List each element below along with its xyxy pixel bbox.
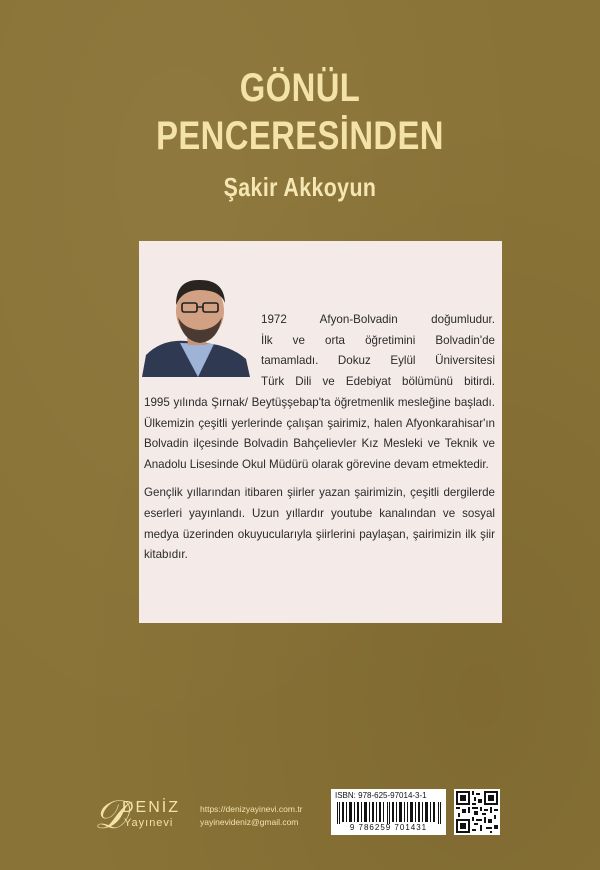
isbn-label: ISBN: 978-625-97014-3-1: [335, 791, 427, 800]
bio-line: Türk Dili ve Edebiyat bölümünü bitirdi.: [261, 374, 495, 388]
publisher-subname: Yayınevi: [124, 817, 174, 829]
qr-code: [454, 789, 500, 835]
book-title-line1: GÖNÜL: [239, 66, 361, 110]
bio-paragraph-1: 1995 yılında Şırnak/ Beytüşşebap'ta öğretmenlik mesleğine başladı. Ülkemizin çeşitli yerlerinde çalışan şairimiz, halen Afyonkarahisar'ın Bolvadin ilçesinde Bolvadin Bahçelievler Kız Mesleki ve Teknik ve Anadolu Lisesinde Okul Müdürü olarak görevine devam etmektedir.: [144, 396, 495, 471]
book-title-line2: PENCERESİNDEN: [156, 114, 444, 158]
publisher-logo: [94, 793, 194, 837]
publisher-name: DENİZ: [122, 799, 180, 816]
publisher-contact: [200, 803, 303, 829]
bio-full-text: [144, 393, 495, 566]
author-name: Şakir Akkoyun: [223, 172, 377, 202]
author-photo: [142, 263, 250, 377]
barcode-bars: [337, 802, 441, 824]
bio-line: 1972 Afyon-Bolvadin doğumludur.: [261, 313, 495, 326]
bio-paragraph-2: Gençlik yıllarından itibaren şiirler yazan şairimizin, çeşitli dergilerde eserleri yayınlandı. Uzun yıllardır youtube kanalından ve sosyal medya üzerinden okuyucularıyla şiirlerini paylaşan, şairimizin ilk şiir kitabıdır.: [144, 486, 495, 562]
author-bio-panel: [139, 241, 502, 623]
publisher-logo-mark: 𝒟: [94, 792, 126, 837]
bio-line: İlk ve orta öğretimini Bolvadin'de: [261, 333, 495, 347]
bio-wrap-text: [261, 310, 495, 392]
publisher-email[interactable]: yayinevideniz@gmail.com: [200, 817, 299, 827]
isbn-barcode: [331, 789, 446, 835]
bio-line: tamamladı. Dokuz Eylül Üniversitesi: [261, 354, 495, 368]
barcode-digits: 9 786259 701431: [349, 823, 428, 832]
publisher-website[interactable]: https://denizyayinevi.com.tr: [200, 804, 303, 814]
